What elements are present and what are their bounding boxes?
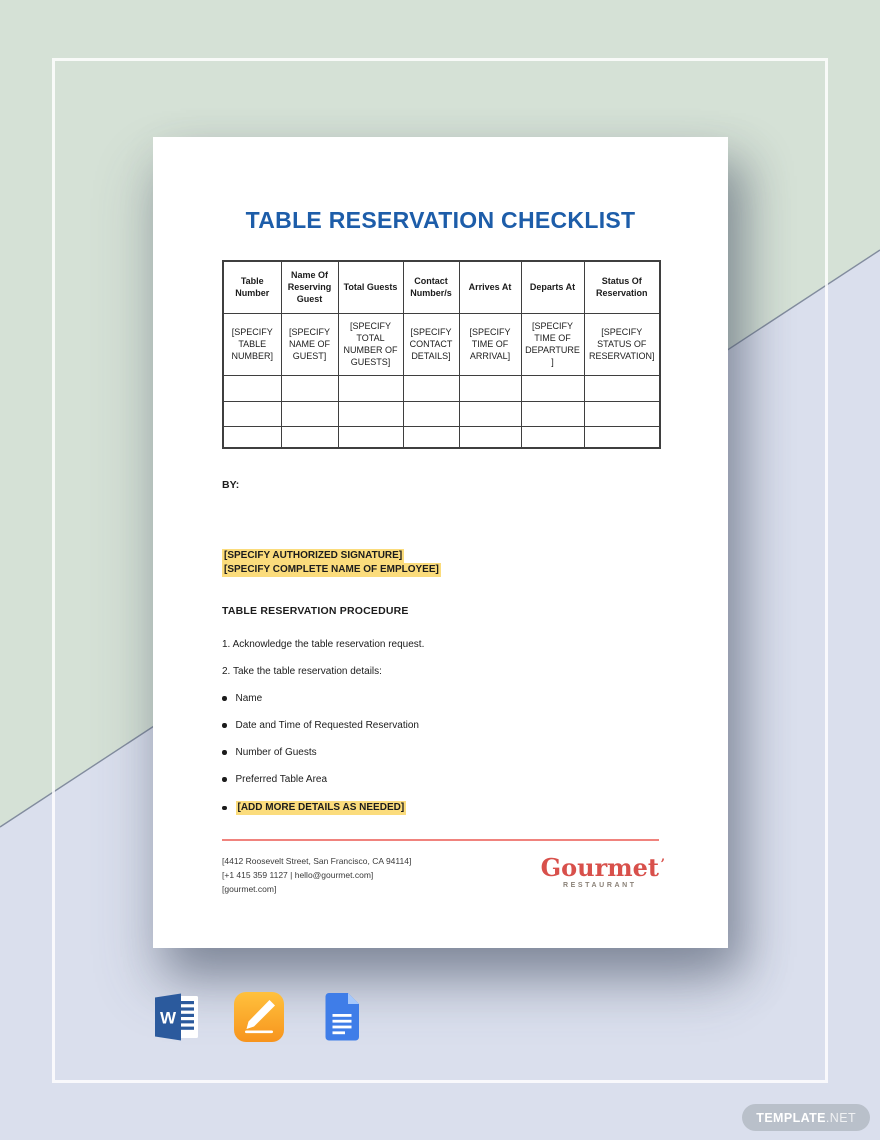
procedure-step-1: 1. Acknowledge the table reservation request. bbox=[222, 639, 425, 650]
cell-total-guests: [SPECIFY TOTAL NUMBER OF GUESTS] bbox=[338, 313, 403, 375]
cell-arrival-time: [SPECIFY TIME OF ARRIVAL] bbox=[459, 313, 521, 375]
table-cell-empty bbox=[521, 426, 584, 448]
bullet-icon bbox=[222, 750, 227, 755]
col-header-departs-at: Departs At bbox=[521, 261, 584, 313]
document-page-preview[interactable] bbox=[153, 137, 728, 948]
table-cell-empty bbox=[584, 401, 660, 426]
table-cell-empty bbox=[584, 426, 660, 448]
list-item-label: Preferred Table Area bbox=[235, 774, 328, 785]
table-cell-empty bbox=[281, 401, 338, 426]
table-cell-empty bbox=[403, 375, 459, 401]
cell-status: [SPECIFY STATUS OF RESERVATION] bbox=[584, 313, 660, 375]
by-label: BY: bbox=[222, 479, 240, 491]
badge-brand-text: TEMPLATE bbox=[756, 1110, 826, 1125]
bullet-icon bbox=[222, 723, 227, 728]
website-line: [gourmet.com] bbox=[222, 884, 277, 894]
list-item bbox=[222, 720, 659, 731]
template-net-badge[interactable] bbox=[742, 1104, 870, 1131]
table-cell-empty bbox=[338, 401, 403, 426]
cell-table-number: [SPECIFY TABLE NUMBER] bbox=[223, 313, 281, 375]
table-cell-empty bbox=[403, 426, 459, 448]
table-cell-empty bbox=[459, 426, 521, 448]
procedure-heading: TABLE RESERVATION PROCEDURE bbox=[222, 605, 409, 617]
procedure-step-2: 2. Take the table reservation details: bbox=[222, 666, 382, 677]
col-header-status: Status Of Reservation bbox=[584, 261, 660, 313]
cell-departure-time: [SPECIFY TIME OF DEPARTURE] bbox=[521, 313, 584, 375]
reservation-details-list bbox=[222, 693, 659, 815]
add-details-placeholder: [ADD MORE DETAILS AS NEEDED] bbox=[237, 802, 405, 813]
cell-contact-details: [SPECIFY CONTACT DETAILS] bbox=[403, 313, 459, 375]
empty-table-row bbox=[223, 401, 660, 426]
table-header-row bbox=[223, 261, 660, 313]
cell-guest-name: [SPECIFY NAME OF GUEST] bbox=[281, 313, 338, 375]
reservation-table bbox=[222, 260, 661, 449]
list-item-label: Date and Time of Requested Reservation bbox=[235, 720, 419, 731]
table-cell-empty bbox=[521, 401, 584, 426]
col-header-total-guests: Total Guests bbox=[338, 261, 403, 313]
list-item bbox=[222, 774, 659, 785]
col-header-reserving-guest: Name Of Reserving Guest bbox=[281, 261, 338, 313]
list-item-label: Name bbox=[235, 693, 263, 704]
document-title: TABLE RESERVATION CHECKLIST bbox=[245, 207, 636, 233]
signature-block bbox=[222, 549, 659, 577]
table-cell-empty bbox=[521, 375, 584, 401]
table-cell-empty bbox=[223, 401, 281, 426]
document-footer bbox=[222, 839, 665, 896]
logo-subtitle: RESTAURANT bbox=[562, 882, 637, 889]
list-item-label: Number of Guests bbox=[235, 747, 317, 758]
col-header-arrives-at: Arrives At bbox=[459, 261, 521, 313]
table-cell-empty bbox=[459, 401, 521, 426]
apple-pages-icon[interactable] bbox=[233, 991, 285, 1043]
bullet-icon bbox=[222, 777, 227, 782]
table-cell-empty bbox=[459, 375, 521, 401]
table-cell-empty bbox=[281, 426, 338, 448]
empty-table-row bbox=[223, 375, 660, 401]
microsoft-word-icon[interactable] bbox=[150, 991, 202, 1043]
employee-name-placeholder: [SPECIFY COMPLETE NAME OF EMPLOYEE] bbox=[224, 564, 439, 575]
bullet-icon bbox=[222, 696, 227, 701]
col-header-table-number: Table Number bbox=[223, 261, 281, 313]
table-cell-empty bbox=[223, 426, 281, 448]
signature-placeholder: [SPECIFY AUTHORIZED SIGNATURE] bbox=[224, 550, 403, 561]
google-docs-icon[interactable] bbox=[316, 991, 368, 1043]
list-item bbox=[222, 693, 659, 704]
gourmet-logo bbox=[540, 853, 665, 889]
col-header-contact-numbers: Contact Number/s bbox=[403, 261, 459, 313]
list-item-highlighted bbox=[222, 801, 659, 815]
bullet-icon bbox=[222, 806, 227, 811]
empty-table-row bbox=[223, 426, 660, 448]
logo-wordmark: Gourmet ’ bbox=[540, 853, 665, 882]
table-cell-empty bbox=[584, 375, 660, 401]
table-cell-empty bbox=[281, 375, 338, 401]
logo-accent-mark: ’ bbox=[660, 857, 665, 872]
svg-text:W: W bbox=[159, 1008, 177, 1028]
table-cell-empty bbox=[223, 375, 281, 401]
badge-suffix-text: .NET bbox=[825, 1110, 856, 1125]
table-cell-empty bbox=[338, 375, 403, 401]
address-line: [4412 Roosevelt Street, San Francisco, CA 94114] bbox=[222, 856, 412, 866]
list-item bbox=[222, 747, 659, 758]
placeholder-row bbox=[223, 313, 660, 375]
phone-email-line: [+1 415 359 1127 | hello@gourmet.com] bbox=[222, 870, 374, 880]
table-cell-empty bbox=[338, 426, 403, 448]
table-cell-empty bbox=[403, 401, 459, 426]
file-format-icons bbox=[150, 991, 368, 1043]
contact-block bbox=[222, 854, 411, 896]
